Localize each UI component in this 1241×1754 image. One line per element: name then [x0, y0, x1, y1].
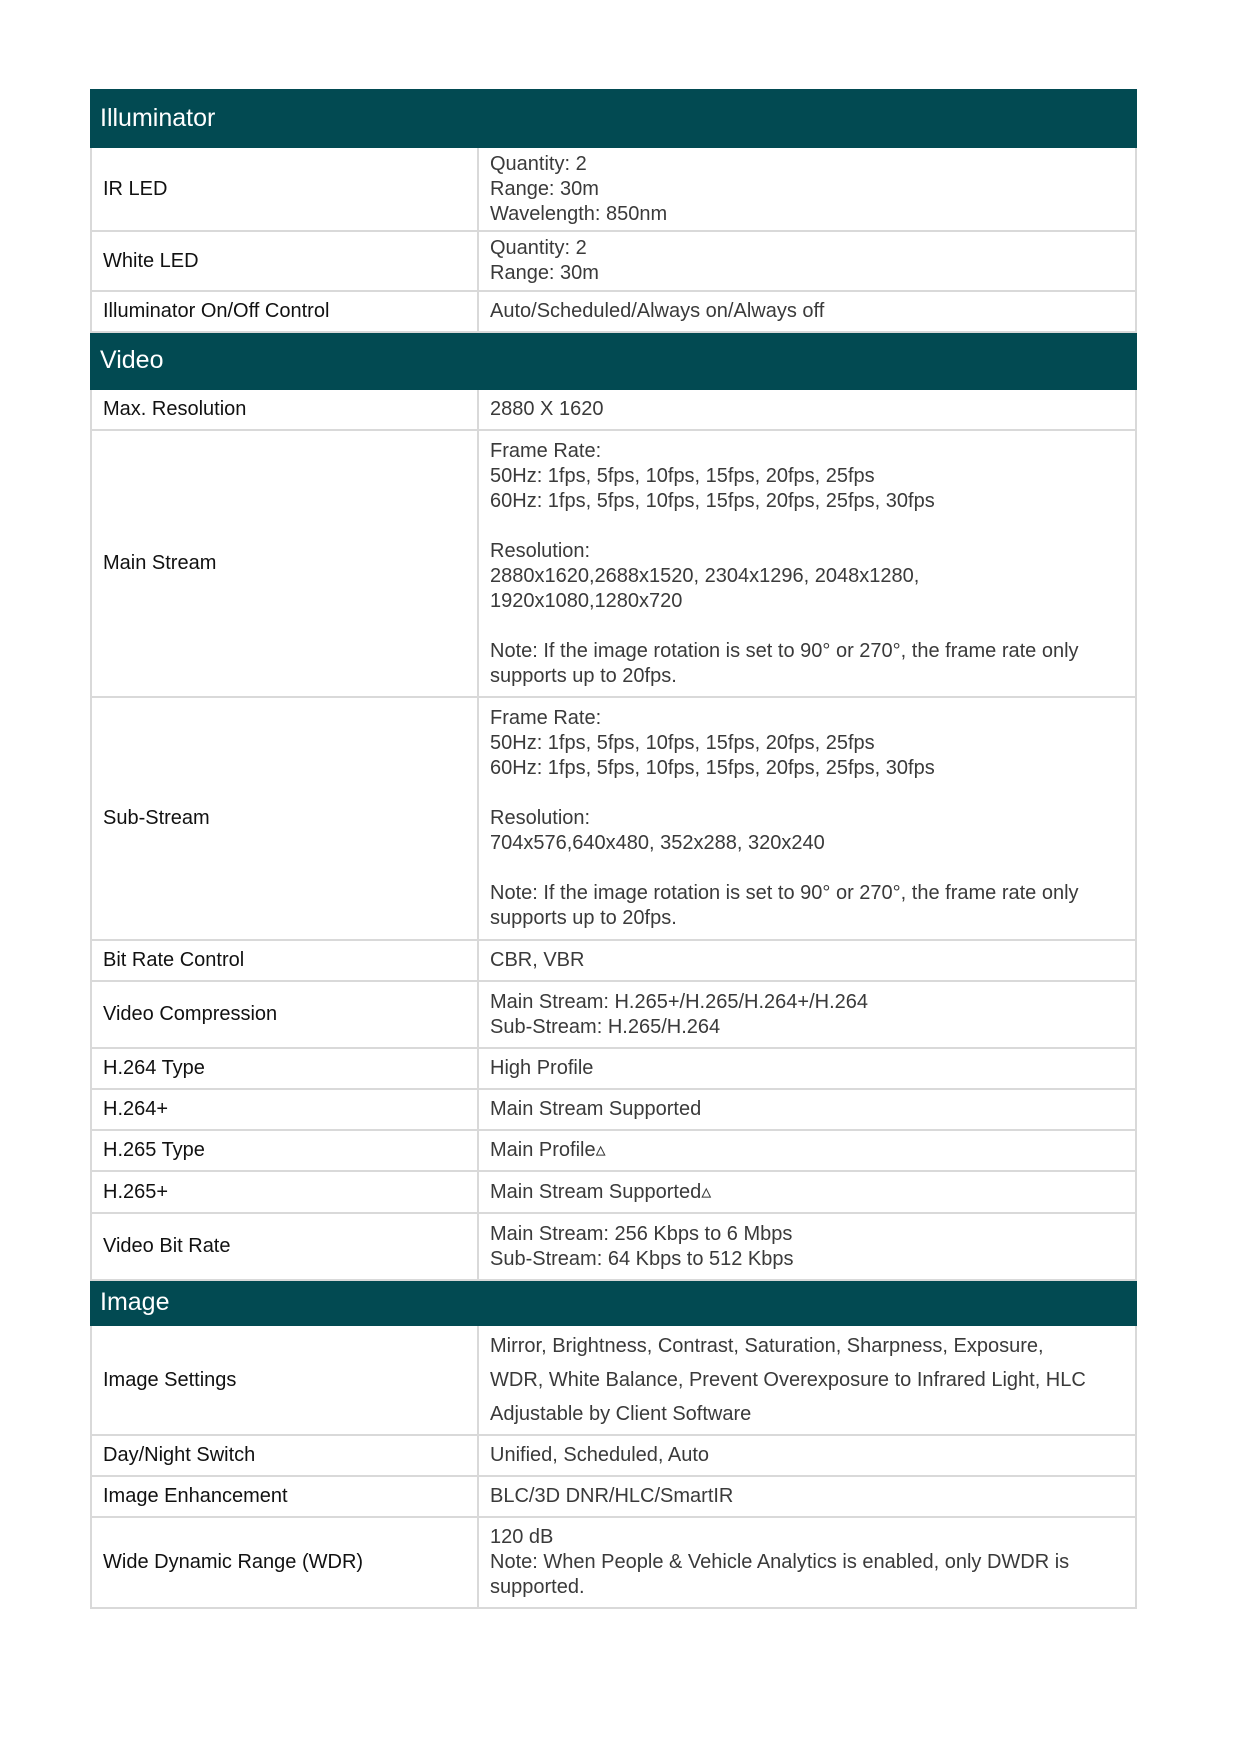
table-row	[91, 981, 1136, 1048]
section-title: Image	[91, 1280, 1136, 1325]
table-row	[91, 231, 1136, 291]
table-row	[91, 1325, 1136, 1435]
spec-value: CBR, VBR	[478, 940, 1136, 981]
spec-label: Max. Resolution	[91, 389, 478, 430]
spec-value: Quantity: 2 Range: 30m Wavelength: 850nm	[478, 147, 1136, 231]
spec-value: Auto/Scheduled/Always on/Always off	[478, 291, 1136, 332]
spec-label: Sub-Stream	[91, 697, 478, 940]
table-row	[91, 430, 1136, 697]
section-header-video	[91, 332, 1136, 389]
spec-label: Day/Night Switch	[91, 1435, 478, 1476]
table-row	[91, 1130, 1136, 1171]
table-row	[91, 147, 1136, 231]
spec-table	[90, 89, 1137, 1609]
spec-value: Main Stream: H.265+/H.265/H.264+/H.264 Sub-Stream: H.265/H.264	[478, 981, 1136, 1048]
spec-value: Frame Rate: 50Hz: 1fps, 5fps, 10fps, 15fps, 20fps, 25fps 60Hz: 1fps, 5fps, 10fps, 15fps, 20fps, 25fps, 30fps Resolution: 704x576,640x480, 352x288, 320x240 Note: If the image rotation is set to 90° or 270°, the frame rate only supports up to 20fps.	[478, 697, 1136, 940]
spec-value: Quantity: 2 Range: 30m	[478, 231, 1136, 291]
spec-label: H.264 Type	[91, 1048, 478, 1089]
spec-label: White LED	[91, 231, 478, 291]
spec-value: 2880 X 1620	[478, 389, 1136, 430]
table-row	[91, 389, 1136, 430]
section-title: Illuminator	[91, 90, 1136, 147]
section-header-illuminator	[91, 90, 1136, 147]
spec-label: IR LED	[91, 147, 478, 231]
spec-label: Image Enhancement	[91, 1476, 478, 1517]
table-row	[91, 1517, 1136, 1608]
spec-label: H.264+	[91, 1089, 478, 1130]
spec-value: High Profile	[478, 1048, 1136, 1089]
spec-value: Unified, Scheduled, Auto	[478, 1435, 1136, 1476]
spec-value: Main Profile▵	[478, 1130, 1136, 1171]
spec-value: BLC/3D DNR/HLC/SmartIR	[478, 1476, 1136, 1517]
table-row	[91, 1476, 1136, 1517]
section-header-image	[91, 1280, 1136, 1325]
table-row	[91, 940, 1136, 981]
spec-value: Main Stream Supported	[478, 1089, 1136, 1130]
spec-value: Main Stream: 256 Kbps to 6 Mbps Sub-Stream: 64 Kbps to 512 Kbps	[478, 1213, 1136, 1280]
spec-label: Video Bit Rate	[91, 1213, 478, 1280]
section-title: Video	[91, 332, 1136, 389]
table-row	[91, 1048, 1136, 1089]
table-row	[91, 697, 1136, 940]
spec-label: Bit Rate Control	[91, 940, 478, 981]
table-row	[91, 1435, 1136, 1476]
spec-label: Wide Dynamic Range (WDR)	[91, 1517, 478, 1608]
spec-label: H.265 Type	[91, 1130, 478, 1171]
spec-value: Frame Rate: 50Hz: 1fps, 5fps, 10fps, 15fps, 20fps, 25fps 60Hz: 1fps, 5fps, 10fps, 15fps, 20fps, 25fps, 30fps Resolution: 2880x1620,2688x1520, 2304x1296, 2048x1280, 1920x1080,1280x720 Note: If the image rotation is set to 90° or 270°, the frame rate only supports up to 20fps.	[478, 430, 1136, 697]
spec-label: Image Settings	[91, 1325, 478, 1435]
table-row	[91, 291, 1136, 332]
spec-label: Video Compression	[91, 981, 478, 1048]
spec-value: Mirror, Brightness, Contrast, Saturation, Sharpness, Exposure, WDR, White Balance, Prevent Overexposure to Infrared Light, HLC Adjustable by Client Software	[478, 1325, 1136, 1435]
spec-label: H.265+	[91, 1171, 478, 1213]
spec-label: Illuminator On/Off Control	[91, 291, 478, 332]
spec-value: Main Stream Supported▵	[478, 1171, 1136, 1213]
table-row	[91, 1213, 1136, 1280]
table-row	[91, 1171, 1136, 1213]
table-row	[91, 1089, 1136, 1130]
spec-value: 120 dB Note: When People & Vehicle Analytics is enabled, only DWDR is supported.	[478, 1517, 1136, 1608]
spec-label: Main Stream	[91, 430, 478, 697]
